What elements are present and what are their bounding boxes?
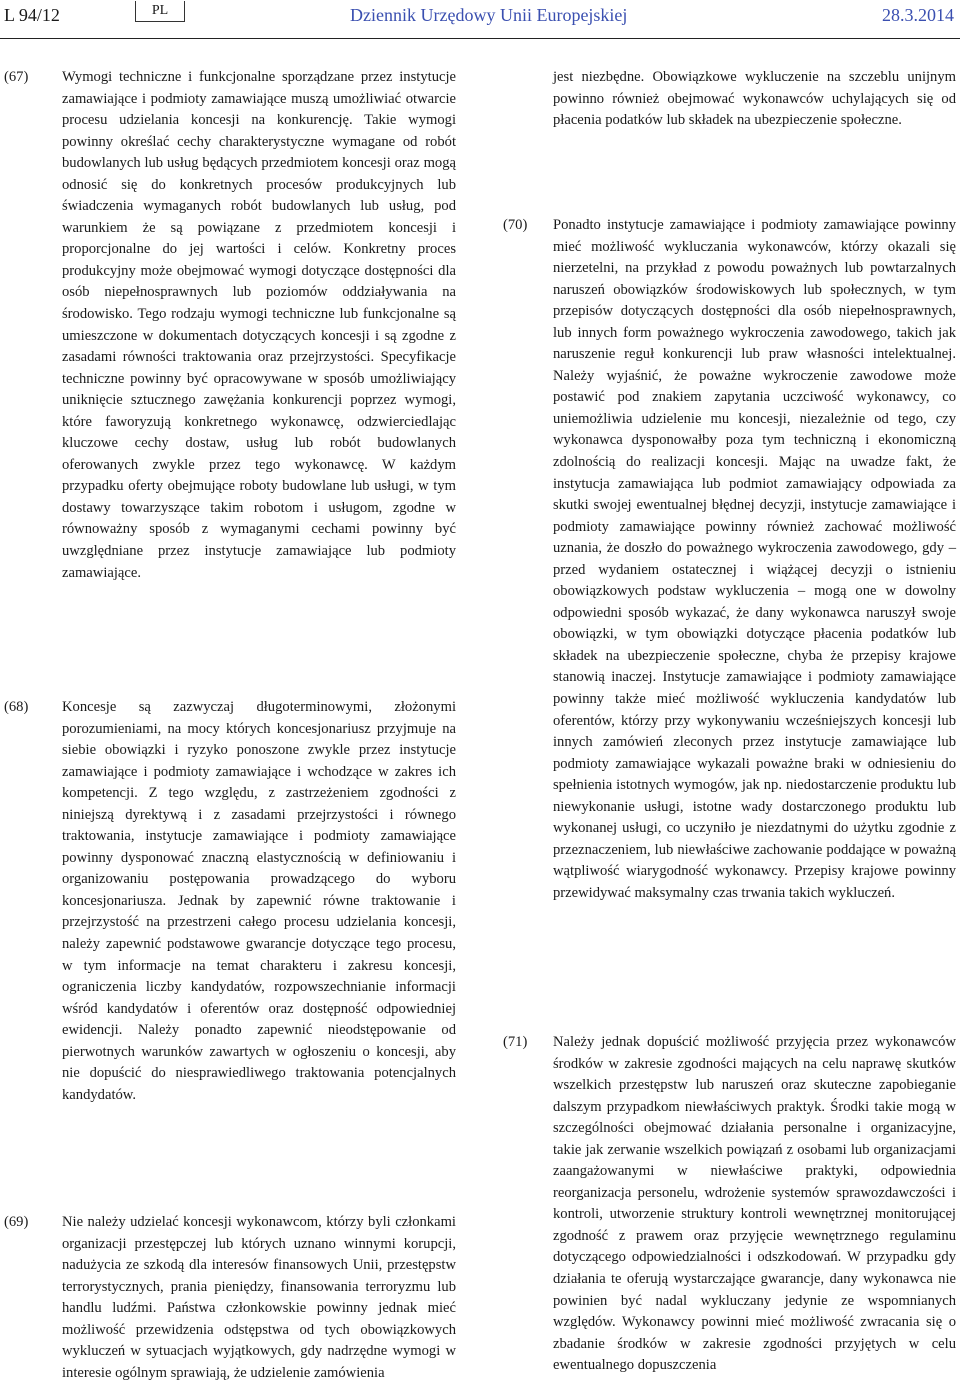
journal-title: Dziennik Urzędowy Unii Europejskiej — [350, 5, 628, 25]
language-tag: PL — [135, 1, 185, 22]
paragraph-70: Ponadto instytucje zamawiające i podmioty zamawiające powinny mieć możliwość wykluczania wykonawców, którzy okazali się nierzetelni, na przykład z powodu poważnych lub powtarzalnych naruszeń obowiązków środowiskowych lub społecznych, w tym przepisów dotyczących dostępności dla osób niepełnosprawnych, lub innych form poważnego wykroczenia zawodowego, takich jak naruszenie reguł konkurencji lub praw własności intelektualnej. Należy wyjaśnić, że poważne wykroczenie zawodowe może postawić pod znakiem zapytania uczciwość wykonawcy, co uniemożliwia udzielenie mu koncesji, niezależnie od tego, czy wykonawca dysponowałby poza tym techniczną i ekonomiczną zdolnością do realizacji koncesji. Mając na uwadze fakt, że instytucja zamawiająca lub podmiot zamawiający odpowiada za skutki swojej ewentualnej błędnej decyzji, instytucje zamawiające i podmioty zamawiające powinny również zachować możliwość uznania, że doszło do poważnego wykroczenia zawodowego, gdy – przed wydaniem ostatecznej i wiążącej decyzji o istnieniu obowiązkowych podstaw wykluczenia – mogą one w dowolny odpowiedni sposób wykazać, że dany wykonawca naruszył swoje obowiązki, w tym obowiązki dotyczące płacenia podatków lub składek na ubezpieczenie społeczne, chyba że przepisy krajowe stanowią inaczej. Instytucje zamawiające i podmioty zamawiające powinny także mieć możliwość wykluczenia kandydatów lub oferentów, którzy przy wykonywaniu wcześniejszych koncesji lub innych zamówień zleconych przez instytucje zamawiające lub podmioty zamawiające wykazali poważne braki w odniesieniu do spełnienia istotnych wymogów, jak np. niedostarczenie produktu lub niewykonanie usługi, istotne wady dostarczonego produktu lub wykonanej usługi, co uczyniło je niezdatnymi do użytku zgodnie z przeznaczeniem, lub niewłaściwe zachowanie poddające w poważną wątpliwość wiarygodność wykonawcy. Przepisy krajowe powinny przewidywać maksymalny czas trwania takich wykluczeń. — [553, 217, 956, 901]
paragraph-number-70: (70) — [503, 217, 528, 233]
page-reference: L 94/12 — [4, 5, 60, 25]
paragraph-number-68: (68) — [4, 699, 29, 715]
header-rule — [0, 38, 960, 39]
paragraph-67: Wymogi techniczne i funkcjonalne sporządzane przez instytucje zamawiające i podmioty zamawiające muszą umożliwiać otwarcie procesu udzielania koncesji na konkurencję. Takie wymogi powinny określać cechy charakterystyczne wymagane od robót budowlanych lub usług będących przedmiotem koncesji oraz mogą odnosić się do konkretnych procesów produkcyjnych lub świadczenia wymaganych robót budowlanych lub usług, pod warunkiem że są powiązane z przedmiotem koncesji i proporcjonalne do jej wartości i celów. Konkretny proces produkcyjny może obejmować wymogi dotyczące dostępności dla osób niepełnosprawnych lub poziomów oddziaływania na środowisko. Tego rodzaju wymogi techniczne lub funkcjonalne są umieszczone w dokumentach dotyczących koncesji i są zgodne z zasadami równości traktowania oraz przejrzystości. Specyfikacje techniczne powinny być opracowywane w sposób umożliwiający uniknięcie sztucznego zawężania konkurencji poprzez wymogi, które faworyzują konkretnego wykonawcę, odzwierciedlając kluczowe cechy dostaw, usług lub robót budowlanych oferowanych zwykle przez tego wykonawcę. W każdym przypadku oferty obejmujące roboty budowlane lub usługi, w tym dostawy towarzyszące takim robotom i usługom, zgodne w równoważny sposób z wymaganymi cechami powinny być uwzględniane przez instytucje zamawiające lub podmioty zamawiające. — [62, 69, 456, 581]
paragraph-number-67: (67) — [4, 69, 29, 85]
paragraph-number-69: (69) — [4, 1214, 29, 1230]
paragraph-69-continued: jest niezbędne. Obowiązkowe wykluczenie na szczeblu unijnym powinno również obejmować wykonawców uchylających się od płacenia podatków lub składek na ubezpieczenie społeczne. — [553, 69, 956, 129]
paragraph-68: Koncesje są zazwyczaj długoterminowymi, złożonymi porozumieniami, na mocy których koncesjonariusz przyjmuje na siebie obowiązki i ryzyko ponoszone zwykle przez instytucje zamawiające i podmioty zamawiające i wchodzące w zakres ich kompetencji. Z tego względu, z zastrzeżeniem zgodności z niniejszą dyrektywą i z zasadami przejrzystości i równego traktowania, instytucje zamawiające i podmioty zamawiające powinny dysponować znaczną elastycznością w definiowaniu i organizowaniu postępowania prowadzącego do wyboru koncesjonariusza. Jednak by zapewnić równe traktowanie i przejrzystość na przestrzeni całego procesu udzielania koncesji, należy zapewnić podstawowe gwarancje dotyczące tego procesu, w tym informacje na temat charakteru i zakresu koncesji, ograniczenia liczby kandydatów, rozpowszechnianie informacji wśród kandydatów i oferentów oraz dostępność odpowiedniej ewidencji. Należy ponadto zapewnić nieodstępowanie od pierwotnych warunków zawartych w ogłoszeniu o koncesji, aby nie dopuścić do niesprawiedliwego traktowania potencjalnych kandydatów. — [62, 699, 456, 1103]
page-header — [0, 0, 960, 38]
paragraph-71: Należy jednak dopuścić możliwość przyjęcia przez wykonawców środków w zakresie zgodności mających na celu naprawę skutków wszelkich przestępstw lub naruszeń oraz skuteczne zapobieganie dalszym przypadkom niewłaściwych praktyk. Środki takie mogą w szczególności obejmować działania personalne i organizacyjne, takie jak zerwanie wszelkich powiązań z osobami lub organizacjami zaangażowanymi w niewłaściwe praktyki, odpowiednia reorganizacja personelu, wdrożenie systemów sprawozdawczości i kontroli, utworzenie struktury kontroli wewnętrznej monitorującej zgodność z prawem oraz przyjęcie wewnętrznego regulaminu dotyczącego odpowiedzialności i odszkodowań. W przypadku gdy działania te oferują wystarczające gwarancje, dany wykonawca nie powinien być nadal wykluczany jedynie ze wspomnianych względów. Wykonawcy powinni mieć możliwość zwracania się o zbadanie środków w zakresie zgodności przyjętych w celu ewentualnego dopuszczenia — [553, 1034, 956, 1374]
publication-date: 28.3.2014 — [882, 5, 954, 25]
paragraph-number-71: (71) — [503, 1034, 528, 1050]
paragraph-69: Nie należy udzielać koncesji wykonawcom, którzy byli członkami organizacji przestępczej lub których uznano winnymi korupcji, nadużycia ze szkodą dla interesów finansowych Unii, przestępstw terrorystycznych, prania pieniędzy, finansowania terroryzmu lub handlu ludźmi. Państwa członkowskie powinny jednak mieć możliwość przewidzenia odstępstwa od tych obowiązkowych wykluczeń w sytuacjach wyjątkowych, gdy nadrzędne wymogi w interesie ogólnym sprawiają, że udzielenie zamówienia — [62, 1214, 456, 1381]
